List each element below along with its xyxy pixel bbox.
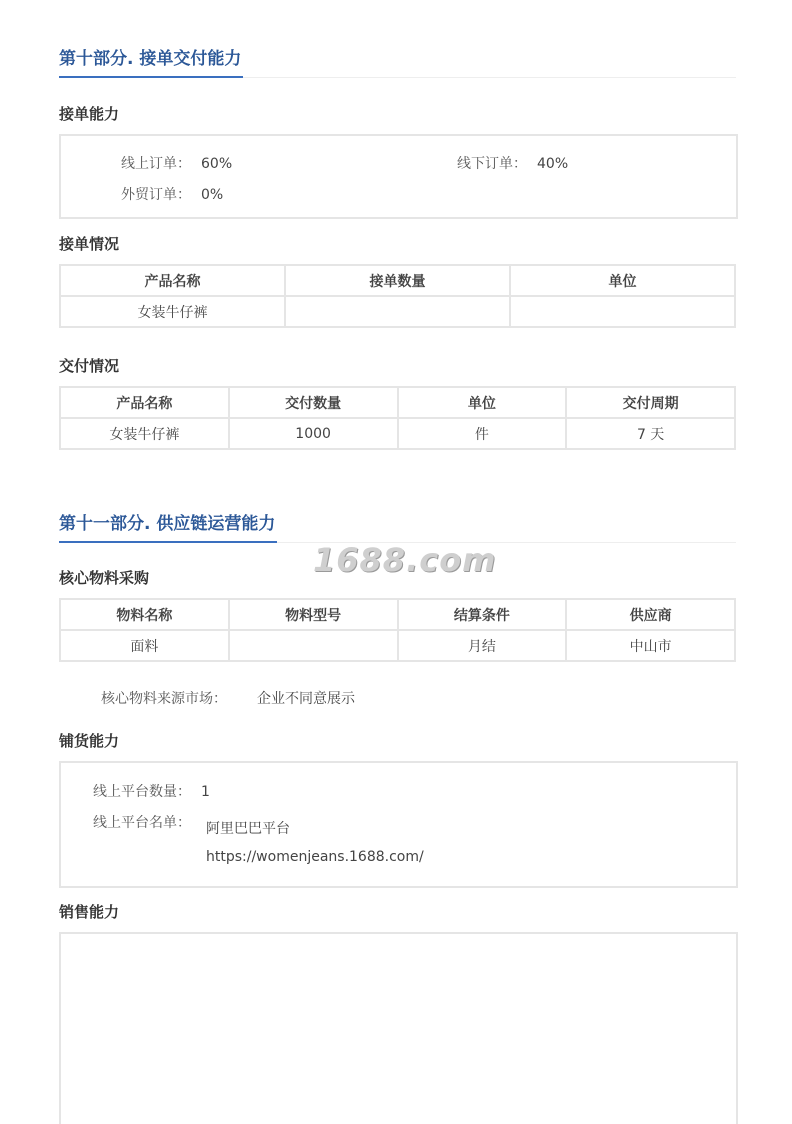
table-cell: 中山市 xyxy=(566,630,735,661)
table-cell: 女装牛仔裤 xyxy=(60,296,285,327)
offline-orders: 线下订单： 40% xyxy=(457,156,569,172)
core-materials-table xyxy=(59,598,736,662)
table-cell: 女装牛仔裤 xyxy=(60,418,229,449)
table-header: 物料型号 xyxy=(229,599,398,630)
table-header: 单位 xyxy=(510,265,735,296)
table-header: 产品名称 xyxy=(60,387,229,418)
table-header: 交付数量 xyxy=(229,387,398,418)
platform-name: 阿里巴巴平台 xyxy=(206,821,290,837)
order-capability-title: 接单能力 xyxy=(59,105,120,123)
table-header: 交付周期 xyxy=(566,387,735,418)
table-row xyxy=(60,296,735,327)
table-cell: 7 天 xyxy=(566,418,735,449)
part11-title-text: 第十一部分. 供应链运营能力 xyxy=(59,510,277,543)
online-orders: 线上订单： 60% xyxy=(121,156,233,172)
platform-list-label: 线上平台名单： xyxy=(93,815,191,831)
order-status-table xyxy=(59,264,736,328)
table-cell: 面料 xyxy=(60,630,229,661)
platform-url[interactable]: https://womenjeans.1688.com/ xyxy=(206,849,424,865)
table-header: 产品名称 xyxy=(60,265,285,296)
watermark-logo: 1688.com xyxy=(313,541,497,579)
table-header: 单位 xyxy=(398,387,567,418)
table-row xyxy=(60,418,735,449)
table-header: 物料名称 xyxy=(60,599,229,630)
table-cell: 件 xyxy=(398,418,567,449)
delivery-status-table xyxy=(59,386,736,450)
table-cell xyxy=(510,296,735,327)
table-cell: 月结 xyxy=(398,630,567,661)
table-cell xyxy=(285,296,510,327)
table-header: 供应商 xyxy=(566,599,735,630)
part10-title xyxy=(59,45,736,78)
sales-title: 销售能力 xyxy=(59,903,120,921)
table-header: 接单数量 xyxy=(285,265,510,296)
order-status-title: 接单情况 xyxy=(59,235,120,253)
table-header: 结算条件 xyxy=(398,599,567,630)
part10-title-text: 第十部分. 接单交付能力 xyxy=(59,45,243,78)
foreign-orders: 外贸订单： 0% xyxy=(121,187,224,203)
material-source-market: 核心物料来源市场： 企业不同意展示 xyxy=(101,691,355,707)
distribution-box xyxy=(59,761,738,888)
distribution-title: 铺货能力 xyxy=(59,732,120,750)
table-row xyxy=(60,630,735,661)
platform-count: 线上平台数量： 1 xyxy=(93,784,210,800)
delivery-status-title: 交付情况 xyxy=(59,357,120,375)
table-cell: 1000 xyxy=(229,418,398,449)
part11-title xyxy=(59,510,736,543)
table-cell xyxy=(229,630,398,661)
sales-box xyxy=(59,932,738,1124)
order-capability-box xyxy=(59,134,738,219)
core-materials-title: 核心物料采购 xyxy=(59,569,150,587)
